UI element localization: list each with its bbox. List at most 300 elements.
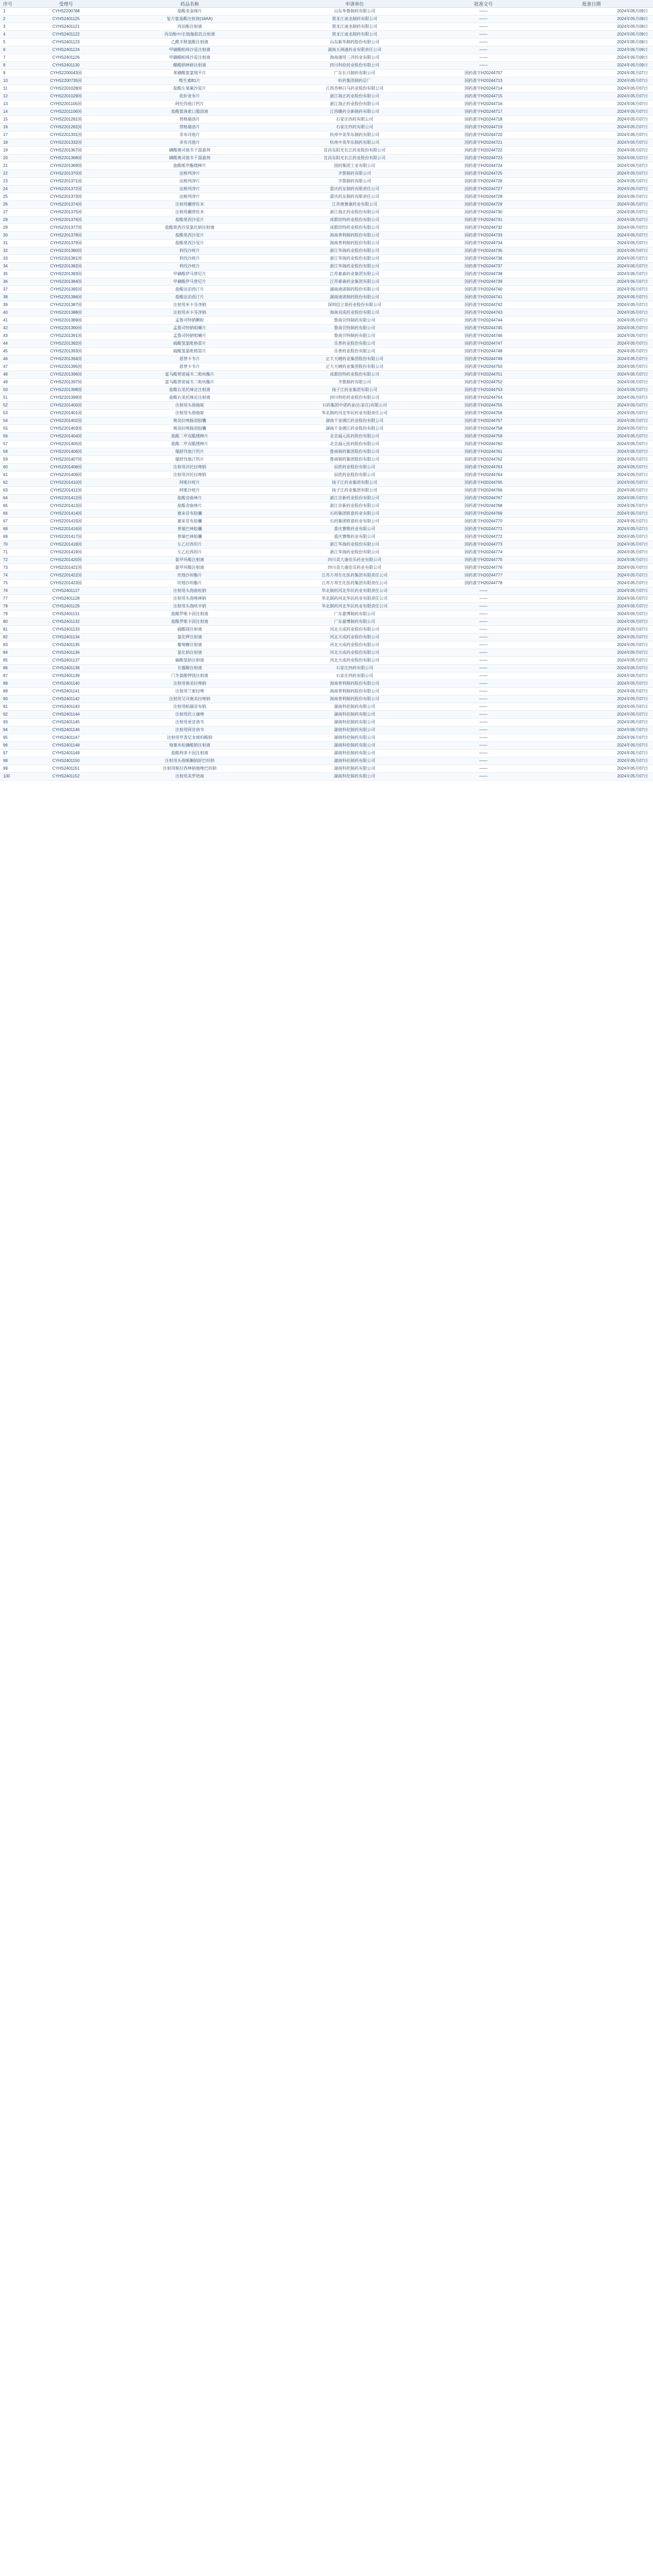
cell-document-no: 国药准字H20244707 [437,70,530,77]
cell-document-no: —— [437,54,530,62]
cell-document-no: —— [437,696,530,703]
cell-applicant: 湖南千金湘江药业股份有限公司 [272,425,437,433]
cell-applicant: 海南普利制药股份有限公司 [272,688,437,696]
cell-document-no: —— [437,688,530,696]
cell-document-no: 国药准字H20244718 [437,116,530,124]
cell-applicant: 海南通用三洋药业有限公司 [272,54,437,62]
cell-drug-name: 葡萄糖注射液 [107,641,272,649]
cell-document-no: 国药准字H20244727 [437,185,530,193]
table-row [0,8,653,15]
cell-date: 2024年05月07日 [530,572,653,580]
table-row [0,417,653,425]
cell-acceptance-no: CYHS2401128 [25,595,107,603]
cell-date: 2024年05月07日 [530,232,653,240]
cell-document-no: 国药准字H20244761 [437,448,530,456]
cell-drug-name: 硫酸氢氯吡格雷片 [107,348,272,355]
cell-acceptance-no: CYHS2401144 [25,711,107,719]
cell-no: 29 [0,224,25,232]
cell-no: 91 [0,703,25,711]
cell-drug-name: 坎地沙坦酯片 [107,572,272,580]
cell-document-no: —— [437,711,530,719]
table-row [0,634,653,641]
cell-applicant: 乐普药业股份有限公司 [272,340,437,348]
cell-applicant: 浙江华海药业股份有限公司 [272,263,437,270]
cell-acceptance-no: CYHS2201402国 [25,417,107,425]
cell-acceptance-no: CYHS2401124 [25,46,107,54]
cell-applicant: 扬子江药业集团有限公司 [272,479,437,487]
table-row [0,750,653,757]
cell-acceptance-no: CYHS2401142 [25,696,107,703]
table-row [0,657,653,665]
cell-drug-name: 利伐沙班片 [107,263,272,270]
cell-drug-name: 盐酸右美托咪定注射液 [107,386,272,394]
cell-drug-name: 达格列净片 [107,170,272,178]
cell-date: 2024年05月07日 [530,402,653,410]
cell-acceptance-no: CYHS2201106国 [25,108,107,116]
cell-acceptance-no: CYHS2401137 [25,657,107,665]
cell-acceptance-no: CYHS2201406国 [25,448,107,456]
cell-acceptance-no: CYHS2201418国 [25,541,107,549]
cell-date: 2024年05月07日 [530,193,653,201]
cell-applicant: 正大天晴药业集团股份有限公司 [272,363,437,371]
cell-date: 2024年05月07日 [530,185,653,193]
cell-no: 30 [0,232,25,240]
table-row [0,665,653,672]
cell-document-no: 国药准字H20244724 [437,162,530,170]
cell-no: 84 [0,649,25,657]
cell-date: 2024年05月07日 [530,456,653,464]
table-row [0,533,653,541]
cell-drug-name: 盐酸哌甲酯缓释片 [107,162,272,170]
table-row [0,742,653,750]
cell-applicant: 浙江华海药业股份有限公司 [272,255,437,263]
cell-date: 2024年05月07日 [530,263,653,270]
cell-applicant: 石家庄四药有限公司 [272,124,437,131]
header-no: 序号 [0,0,25,8]
table-row [0,734,653,742]
cell-applicant: 浙江海正药业股份有限公司 [272,93,437,100]
cell-document-no: —— [437,611,530,618]
cell-drug-name: 注射用帕瑞昔布钠 [107,703,272,711]
cell-document-no: 国药准字H20244732 [437,224,530,232]
cell-no: 93 [0,719,25,726]
table-row [0,618,653,626]
cell-acceptance-no: CYHS2201397国 [25,379,107,386]
table-row [0,572,653,580]
cell-no: 14 [0,108,25,116]
cell-document-no: 国药准字H20244729 [437,201,530,209]
cell-no: 69 [0,533,25,541]
cell-applicant: 齐鲁制药有限公司 [272,178,437,185]
cell-no: 31 [0,240,25,247]
cell-drug-name: 丙泊酚注射液 [107,23,272,31]
table-row [0,46,653,54]
table-row [0,170,653,178]
cell-acceptance-no: CYHS2201281国 [25,116,107,124]
cell-date: 2024年05月07日 [530,665,653,672]
cell-drug-name: 注射用头孢曲松钠 [107,587,272,595]
cell-document-no: 国药准字H20244760 [437,440,530,448]
cell-date: 2024年05月09日 [530,39,653,46]
cell-document-no: —— [437,750,530,757]
table-row [0,757,653,765]
cell-date: 2024年05月07日 [530,417,653,425]
cell-no: 47 [0,363,25,371]
cell-applicant: 江苏奥赛康药业有限公司 [272,201,437,209]
cell-date: 2024年05月07日 [530,549,653,556]
cell-acceptance-no: CYHS2201422国 [25,572,107,580]
cell-drug-name: 甲磺酸伊马替尼片 [107,278,272,286]
cell-date: 2024年05月07日 [530,294,653,301]
cell-applicant: 浙江京新药业股份有限公司 [272,495,437,502]
table-row [0,495,653,502]
cell-applicant: 广东嘉博制药有限公司 [272,618,437,626]
table-row [0,587,653,595]
cell-date: 2024年05月07日 [530,603,653,611]
cell-acceptance-no: CYHS2201392国 [25,340,107,348]
cell-acceptance-no: CYHS2201387国 [25,301,107,309]
cell-no: 22 [0,170,25,178]
table-row [0,487,653,495]
cell-no: 81 [0,626,25,634]
cell-document-no: —— [437,757,530,765]
cell-acceptance-no: CYHS2401135 [25,641,107,649]
cell-document-no: 国药准字H20244764 [437,471,530,479]
cell-date: 2024年05月07日 [530,309,653,317]
cell-document-no: 国药准字H20244716 [437,100,530,108]
cell-no: 50 [0,386,25,394]
cell-date: 2024年05月07日 [530,703,653,711]
cell-drug-name: 富马酸替诺福韦二吡呋酯片 [107,371,272,379]
cell-document-no: 国药准字H20244721 [437,139,530,147]
cell-document-no: 国药准字H20244778 [437,580,530,587]
cell-document-no: —— [437,734,530,742]
cell-acceptance-no: CYHS2401131 [25,611,107,618]
cell-applicant: 石家庄四药有限公司 [272,116,437,124]
cell-date: 2024年05月07日 [530,108,653,116]
cell-no: 34 [0,263,25,270]
cell-date: 2024年05月07日 [530,533,653,541]
table-row [0,31,653,39]
cell-date: 2024年05月07日 [530,564,653,572]
cell-drug-name: 普瑞巴林胶囊 [107,533,272,541]
cell-document-no: 国药准字H20244773 [437,541,530,549]
cell-acceptance-no: CYHS2401139 [25,672,107,680]
table-row [0,672,653,680]
cell-applicant: 湖南科伦制药有限公司 [272,757,437,765]
cell-no: 76 [0,587,25,595]
cell-document-no: 国药准字H20244750 [437,363,530,371]
cell-applicant: 国药集团工业有限公司 [272,162,437,170]
cell-applicant: 华北制药河北华民药业有限责任公司 [272,587,437,595]
cell-acceptance-no: CYHS2201395国 [25,363,107,371]
cell-date: 2024年05月07日 [530,510,653,518]
cell-acceptance-no: CYHS2401136 [25,649,107,657]
cell-date: 2024年05月07日 [530,750,653,757]
cell-acceptance-no: CYHS2201413国 [25,502,107,510]
cell-applicant: 江苏豪森药业集团有限公司 [272,270,437,278]
cell-drug-name: 乙酰半胱氨酸注射液 [107,39,272,46]
cell-document-no: —— [437,649,530,657]
cell-applicant: 石药集团欧意药业有限公司 [272,518,437,526]
cell-drug-name: 盐酸莫西沙星片 [107,240,272,247]
cell-drug-name: 注射用阿昔洛韦 [107,726,272,734]
cell-no: 57 [0,440,25,448]
cell-no: 27 [0,209,25,216]
table-row [0,131,653,139]
cell-no: 100 [0,773,25,781]
cell-no: 38 [0,294,25,301]
cell-applicant: 湖南科伦制药有限公司 [272,726,437,734]
cell-date: 2024年05月07日 [530,696,653,703]
cell-drug-name: 瑞舒伐他汀钙片 [107,448,272,456]
cell-acceptance-no: CYHS2401129 [25,603,107,611]
cell-document-no: —— [437,46,530,54]
cell-acceptance-no: CYHS2401145 [25,719,107,726]
cell-document-no: 国药准字H20244745 [437,325,530,332]
cell-document-no: 国药准字H20244767 [437,495,530,502]
header-acceptance-no: 受理号 [25,0,107,8]
cell-document-no: 国药准字H20244728 [437,193,530,201]
cell-date: 2024年05月07日 [530,595,653,603]
table-row [0,332,653,340]
cell-date: 2024年05月07日 [530,464,653,471]
cell-acceptance-no: CYHS2201377国 [25,224,107,232]
cell-drug-name: 注射用头孢他啶 [107,410,272,417]
cell-applicant: 北京福元医药股份有限公司 [272,440,437,448]
cell-no: 45 [0,348,25,355]
cell-applicant: 河北天成药业股份有限公司 [272,634,437,641]
table-row [0,39,653,46]
table-header-row [0,0,653,8]
cell-applicant: 鲁南制药集团股份有限公司 [272,448,437,456]
table-row [0,193,653,201]
cell-date: 2024年05月07日 [530,340,653,348]
cell-document-no: 国药准字H20244733 [437,232,530,240]
cell-applicant: 重庆药友制药有限责任公司 [272,185,437,193]
cell-acceptance-no: CYHS2201391国 [25,332,107,340]
cell-applicant: 河北天成药业股份有限公司 [272,641,437,649]
cell-document-no: 国药准字H20244771 [437,526,530,533]
cell-document-no: 国药准字H20244742 [437,301,530,309]
table-row [0,580,653,587]
cell-no: 8 [0,62,25,70]
table-row [0,348,653,355]
cell-date: 2024年05月07日 [530,657,653,665]
cell-document-no: 国药准字H20244766 [437,487,530,495]
table-row [0,240,653,247]
cell-acceptance-no: CYHS2201417国 [25,533,107,541]
cell-drug-name: 氯化钠注射液 [107,649,272,657]
cell-date: 2024年05月07日 [530,270,653,278]
cell-no: 10 [0,77,25,85]
table-row [0,479,653,487]
cell-drug-name: 硫酸镁注射液 [107,626,272,634]
cell-no: 75 [0,580,25,587]
cell-acceptance-no: CYHS2201400国 [25,402,107,410]
cell-document-no: —— [437,595,530,603]
cell-no: 56 [0,433,25,440]
cell-document-no: 国药准字H20244755 [437,402,530,410]
cell-no: 80 [0,618,25,626]
table-row [0,611,653,618]
cell-drug-name: 氨甲环酸注射液 [107,556,272,564]
cell-acceptance-no: CYHS2201331国 [25,131,107,139]
cell-no: 82 [0,634,25,641]
table-row [0,85,653,93]
header-date: 批准日期 [530,0,653,8]
cell-drug-name: 注射用甲泼尼龙琥珀酸钠 [107,734,272,742]
cell-no: 96 [0,742,25,750]
cell-acceptance-no: CYHS2401148 [25,742,107,750]
cell-date: 2024年05月07日 [530,471,653,479]
cell-applicant: 鲁南贝特制药有限公司 [272,325,437,332]
table-row [0,216,653,224]
table-row [0,178,653,185]
cell-document-no: 国药准字H20244717 [437,108,530,116]
cell-document-no: —— [437,773,530,781]
cell-drug-name: 达格列净片 [107,185,272,193]
cell-applicant: 石家庄四药有限公司 [272,665,437,672]
cell-date: 2024年05月09日 [530,23,653,31]
cell-document-no: —— [437,618,530,626]
cell-document-no: 国药准字H20244737 [437,263,530,270]
cell-date: 2024年05月07日 [530,742,653,750]
cell-acceptance-no: CYHS2201393国 [25,348,107,355]
cell-document-no: —— [437,23,530,31]
cell-drug-name: 苯磺酸氨氯地平片 [107,70,272,77]
cell-document-no: 国药准字H20244762 [437,456,530,464]
cell-drug-name: 奥美拉唑肠溶胶囊 [107,425,272,433]
cell-applicant: 辰欣药业股份有限公司 [272,471,437,479]
cell-applicant: 黑龙江迪龙制药有限公司 [272,31,437,39]
cell-acceptance-no: CYHS2200788 [25,8,107,15]
cell-applicant: 扬子江药业集团有限公司 [272,386,437,394]
cell-date: 2024年05月07日 [530,618,653,626]
table-row [0,278,653,286]
cell-acceptance-no: CYHS2401122 [25,31,107,39]
table-row [0,456,653,464]
cell-drug-name: 达格列净片 [107,193,272,201]
cell-no: 7 [0,54,25,62]
cell-document-no: 国药准字H20244768 [437,502,530,510]
cell-document-no: —— [437,31,530,39]
cell-no: 67 [0,518,25,526]
cell-date: 2024年05月07日 [530,247,653,255]
cell-drug-name: 依折麦布片 [107,93,272,100]
cell-document-no: —— [437,603,530,611]
cell-drug-name: 磷酸奥司他韦干混悬剂 [107,155,272,162]
cell-no: 12 [0,93,25,100]
table-row [0,502,653,510]
cell-acceptance-no: CYHS2201401国 [25,410,107,417]
cell-acceptance-no: CYHS2201375国 [25,209,107,216]
cell-no: 90 [0,696,25,703]
table-row [0,448,653,456]
cell-drug-name: 阿托伐他汀钙片 [107,100,272,108]
cell-applicant: 成都倍特药业股份有限公司 [272,371,437,379]
cell-acceptance-no: CYHS2201399国 [25,394,107,402]
cell-document-no: 国药准字H20244715 [437,93,530,100]
cell-acceptance-no: CYHS2401133 [25,626,107,634]
cell-applicant: 湖南迪诺制药股份有限公司 [272,294,437,301]
cell-applicant: 石药集团中诺药业(石家庄)有限公司 [272,402,437,410]
cell-no: 3 [0,23,25,31]
cell-date: 2024年05月09日 [530,8,653,15]
table-row [0,23,653,31]
cell-date: 2024年05月07日 [530,278,653,286]
cell-drug-name: 硫酸氢氯吡格雷片 [107,340,272,348]
cell-drug-name: 注射用头孢唑林钠 [107,595,272,603]
cell-applicant: 宜昌东阳光长江药业股份有限公司 [272,147,437,155]
cell-acceptance-no: CYHS2201371国 [25,178,107,185]
cell-acceptance-no: CYHS2201378国 [25,232,107,240]
cell-drug-name: 坎地沙坦酯片 [107,580,272,587]
cell-drug-name: 盐酸左氧氟沙星片 [107,85,272,93]
cell-drug-name: 瑞舒伐他汀钙片 [107,456,272,464]
cell-no: 41 [0,317,25,325]
cell-document-no: —— [437,39,530,46]
table-row [0,209,653,216]
cell-acceptance-no: CYHS2401146 [25,726,107,734]
cell-applicant: 重庆赛维药业有限公司 [272,533,437,541]
cell-document-no: 国药准字H20244746 [437,332,530,340]
table-row [0,54,653,62]
cell-acceptance-no: CYHS2401143 [25,703,107,711]
cell-drug-name: 注射用哌拉西林钠他唑巴坦钠 [107,765,272,773]
table-row [0,564,653,572]
cell-date: 2024年05月07日 [530,773,653,781]
header-drug-name: 药品名称 [107,0,272,8]
cell-applicant: 湖南科伦制药有限公司 [272,703,437,711]
cell-document-no: 国药准字H20244740 [437,286,530,294]
cell-date: 2024年05月07日 [530,147,653,155]
cell-no: 58 [0,448,25,456]
cell-no: 88 [0,680,25,688]
cell-acceptance-no: CYHS2201389国 [25,317,107,325]
cell-date: 2024年05月07日 [530,719,653,726]
cell-document-no: —— [437,719,530,726]
table-row [0,247,653,255]
cell-no: 94 [0,726,25,734]
cell-drug-name: 注射用硼替佐米 [107,201,272,209]
cell-drug-name: 孟鲁司特钠颗粒 [107,317,272,325]
table-row [0,263,653,270]
cell-date: 2024年05月07日 [530,201,653,209]
cell-applicant: 成都倍特药业股份有限公司 [272,224,437,232]
cell-no: 13 [0,100,25,108]
cell-no: 85 [0,657,25,665]
cell-document-no: 国药准字H20244752 [437,379,530,386]
cell-applicant: 河北天成药业股份有限公司 [272,657,437,665]
cell-date: 2024年05月07日 [530,626,653,634]
cell-drug-name: 盐酸右美托咪定注射液 [107,394,272,402]
cell-acceptance-no: CYHS2401125 [25,15,107,23]
cell-date: 2024年05月07日 [530,765,653,773]
cell-applicant: 海南普利制药股份有限公司 [272,680,437,688]
cell-drug-name: 左乙拉西坦片 [107,541,272,549]
cell-applicant: 北京福元医药股份有限公司 [272,433,437,440]
cell-no: 60 [0,464,25,471]
table-row [0,224,653,232]
cell-date: 2024年05月07日 [530,116,653,124]
cell-date: 2024年05月07日 [530,688,653,696]
cell-date: 2024年05月07日 [530,386,653,394]
approval-table [0,0,653,781]
cell-date: 2024年05月07日 [530,301,653,309]
cell-date: 2024年05月07日 [530,487,653,495]
cell-date: 2024年05月09日 [530,15,653,23]
